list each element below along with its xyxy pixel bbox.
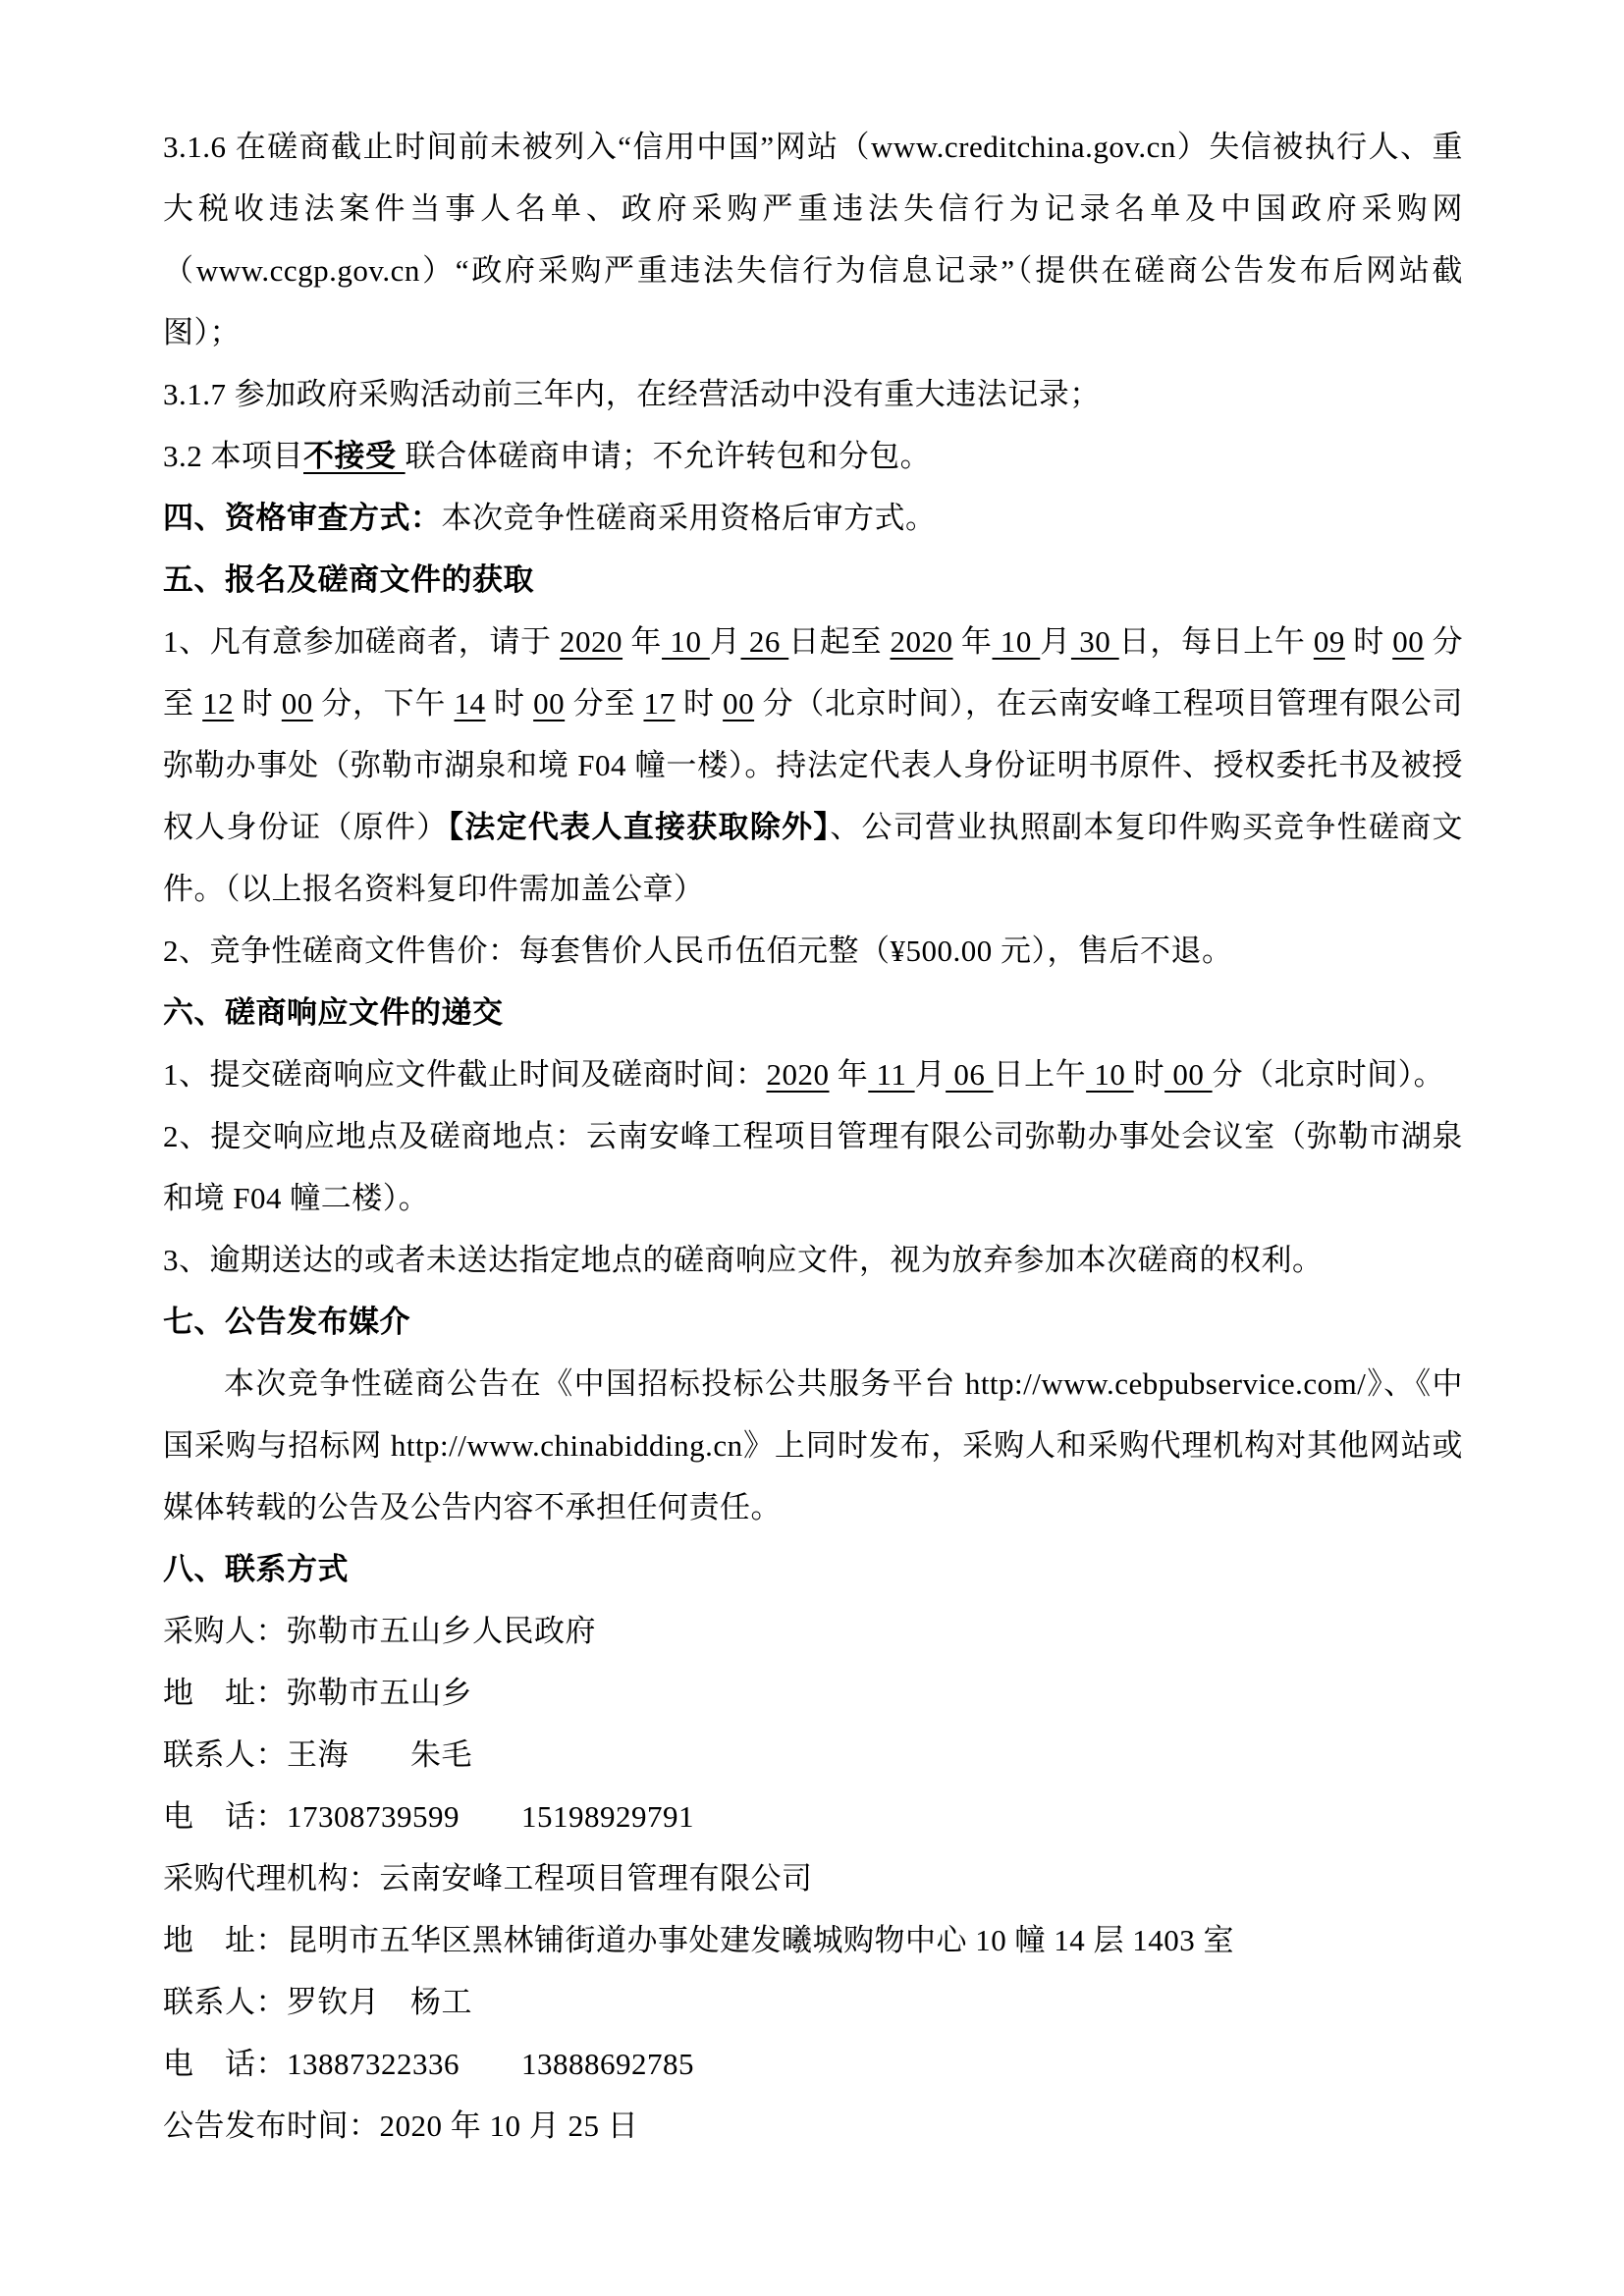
text-run: 时	[1344, 624, 1393, 659]
emphasized-text-run: 10	[992, 624, 1041, 659]
paragraph-17	[163, 1724, 1463, 1786]
emphasized-text-run: 14	[454, 686, 486, 721]
text-run: 1、凡有意参加磋商者，请于	[163, 624, 561, 659]
text-run: 月	[709, 624, 741, 659]
paragraph-2	[163, 363, 1463, 425]
text-run: 地 址：昆明市五华区黑林铺街道办事处建发曦城购物中心 10 幢 14 层 1403 室	[163, 1923, 1234, 1957]
text-run: 分（北京时间），在云南安峰工程项目管理有限公司弥勒办事处（弥勒市湖泉和境 F04 幢一楼）。持法定代表人身份证明书原件、授权委托书及被授权人身份证（原件）	[163, 686, 1464, 844]
text-run: 采购人：弥勒市五山乡人民政府	[163, 1614, 596, 1648]
text-run: 3.2 本项目	[163, 439, 303, 473]
text-run: 3.1.6 在磋商截止时间前未被列入“信用中国”网站（www.creditchina.gov.cn）失信被执行人、重大税收违法案件当事人名单、政府采购严重违法失信行为记录名单及中国政府采购网（www.ccgp.gov.cn）“政府采购严重违法失信行为信息记录”（提供在磋商公告发布后网站截图）；	[163, 130, 1463, 349]
emphasized-text-run: 11	[868, 1057, 915, 1092]
text-run: 本次竞争性磋商采用资格后审方式。	[441, 501, 937, 535]
paragraph-1	[163, 116, 1463, 363]
text-run: 地 址：弥勒市五山乡	[163, 1676, 472, 1710]
text-run: 分至	[565, 686, 644, 721]
emphasized-text-run: 12	[202, 686, 235, 721]
paragraph-13	[163, 1353, 1463, 1538]
text-run: 年	[829, 1057, 869, 1092]
document-body	[163, 116, 1463, 2157]
text-run: 日，每日上午	[1118, 624, 1314, 659]
paragraph-21	[163, 1971, 1463, 2033]
text-run: 分，下午	[312, 686, 455, 721]
emphasized-text-run: 10	[1086, 1057, 1134, 1092]
text-run: 时	[675, 686, 724, 721]
emphasized-text-run: 七、公告发布媒介	[163, 1305, 410, 1339]
text-run: 日起至	[788, 624, 891, 659]
emphasized-text-run: 八、联系方式	[163, 1552, 349, 1586]
emphasized-text-run: 00	[1164, 1057, 1213, 1092]
text-run: 月	[1040, 624, 1071, 659]
text-run: 2、提交响应地点及磋商地点：云南安峰工程项目管理有限公司弥勒办事处会议室（弥勒市湖泉和境 F04 幢二楼）。	[163, 1119, 1463, 1215]
text-run: 采购代理机构：云南安峰工程项目管理有限公司	[163, 1861, 813, 1896]
text-run: 时	[234, 686, 282, 721]
paragraph-10	[163, 1105, 1463, 1229]
emphasized-text-run: 2020	[560, 624, 623, 659]
paragraph-23	[163, 2095, 1463, 2157]
emphasized-text-run: 【法定代表人直接获取除外】	[448, 810, 831, 844]
text-run: 电 话：17308739599 15198929791	[163, 1799, 694, 1834]
paragraph-20	[163, 1909, 1463, 1971]
paragraph-6	[163, 611, 1463, 920]
emphasized-text-run: 六、磋商响应文件的递交	[163, 995, 504, 1030]
text-run: 联系人：罗钦月 杨工	[163, 1985, 472, 2019]
text-run: 2、竞争性磋商文件售价：每套售价人民币伍佰元整（¥500.00 元），售后不退。	[163, 934, 1233, 968]
text-run: 3.1.7 参加政府采购活动前三年内，在经营活动中没有重大违法记录；	[163, 377, 1101, 411]
emphasized-text-run: 26	[740, 624, 789, 659]
emphasized-text-run: 09	[1313, 624, 1345, 659]
text-run: 年	[623, 624, 663, 659]
text-run: 年	[952, 624, 993, 659]
emphasized-text-run: 不接受	[303, 439, 406, 473]
paragraph-12	[163, 1291, 1463, 1353]
paragraph-22	[163, 2033, 1463, 2095]
text-run: 3、逾期送达的或者未送达指定地点的磋商响应文件，视为放弃参加本次磋商的权利。	[163, 1243, 1324, 1277]
emphasized-text-run: 06	[946, 1057, 994, 1092]
text-run: 、公司营业执照副本复印件购买竞争性磋商文件。（以上报名资料复印件需加盖公章）	[163, 810, 1464, 906]
paragraph-11	[163, 1229, 1463, 1291]
emphasized-text-run: 17	[643, 686, 676, 721]
paragraph-14	[163, 1538, 1463, 1600]
paragraph-8	[163, 982, 1463, 1043]
emphasized-text-run: 00	[281, 686, 313, 721]
text-run: 月	[914, 1057, 947, 1092]
paragraph-9	[163, 1043, 1463, 1105]
text-run: 时	[1133, 1057, 1165, 1092]
emphasized-text-run: 30	[1070, 624, 1119, 659]
text-run: 1、提交磋商响应文件截止时间及磋商时间：	[163, 1057, 767, 1092]
paragraph-3	[163, 425, 1463, 487]
text-run: 日上午	[993, 1057, 1087, 1092]
emphasized-text-run: 五、报名及磋商文件的获取	[163, 562, 534, 597]
paragraph-16	[163, 1662, 1463, 1724]
text-run: 本次竞争性磋商公告在《中国招标投标公共服务平台 http://www.cebpubservice.com/》、《中国采购与招标网 http://www.chinabidding.cn》上同时发布，采购人和采购代理机构对其他网站或媒体转载的公告及公告内容不承担任何责任。	[163, 1366, 1463, 1524]
paragraph-15	[163, 1600, 1463, 1662]
paragraph-7	[163, 920, 1463, 982]
text-run: 分至	[163, 624, 1464, 721]
text-run: 分（北京时间）。	[1212, 1057, 1445, 1092]
text-run: 时	[485, 686, 534, 721]
emphasized-text-run: 2020	[766, 1057, 830, 1092]
emphasized-text-run: 00	[533, 686, 566, 721]
emphasized-text-run: 10	[662, 624, 710, 659]
text-run: 联系人：王海 朱毛	[163, 1737, 472, 1772]
emphasized-text-run: 2020	[890, 624, 953, 659]
paragraph-19	[163, 1847, 1463, 1909]
emphasized-text-run: 00	[723, 686, 755, 721]
text-run: 联合体磋商申请；不允许转包和分包。	[405, 439, 932, 473]
paragraph-5	[163, 549, 1463, 611]
emphasized-text-run: 四、资格审查方式：	[163, 501, 442, 535]
emphasized-text-run: 00	[1392, 624, 1425, 659]
text-run: 电 话：13887322336 13888692785	[163, 2047, 694, 2081]
paragraph-18	[163, 1786, 1463, 1847]
paragraph-4	[163, 487, 1463, 549]
text-run: 公告发布时间：2020 年 10 月 25 日	[163, 2109, 639, 2143]
